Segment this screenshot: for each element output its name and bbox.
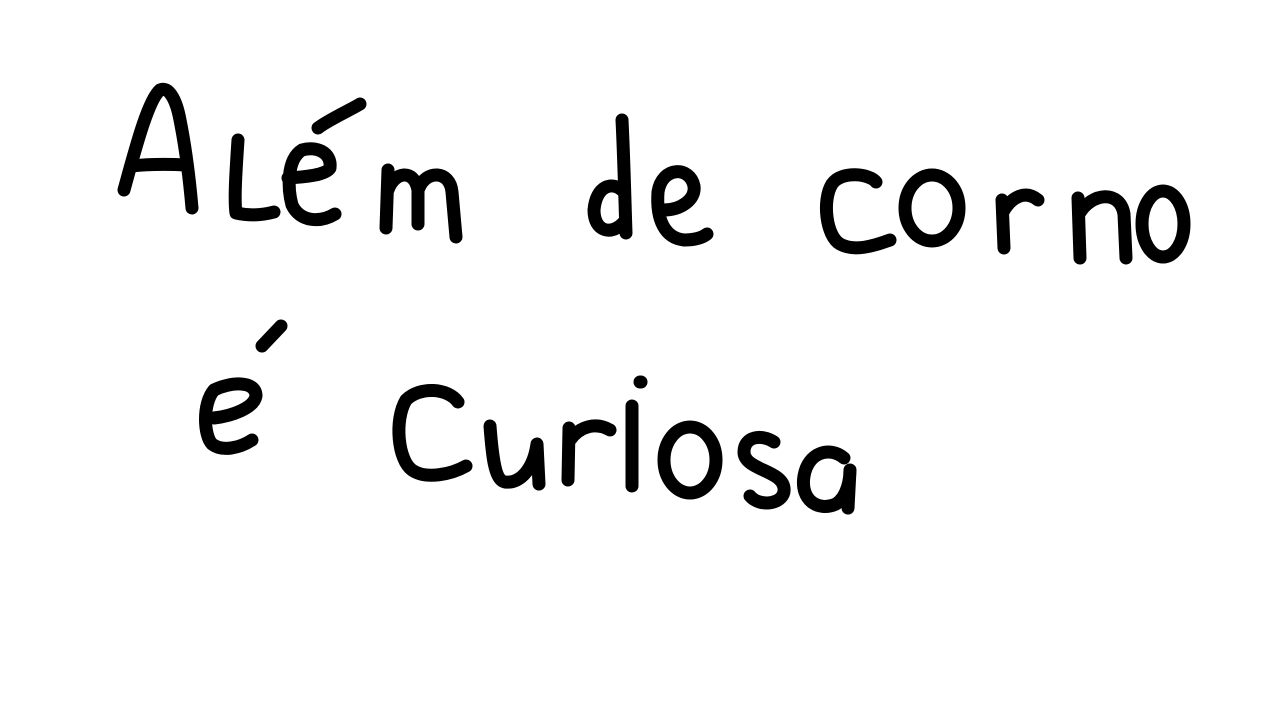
letter-n xyxy=(1078,197,1126,258)
letter-C xyxy=(399,390,466,475)
word-alem xyxy=(124,89,456,237)
letter-o-2 xyxy=(1142,191,1184,257)
letter-d xyxy=(594,120,626,233)
letter-r xyxy=(1002,195,1038,248)
letter-c xyxy=(826,175,890,248)
word-curiosa xyxy=(399,382,850,508)
letter-e-acute xyxy=(288,149,335,220)
letter-u xyxy=(490,426,539,484)
word-corno xyxy=(826,175,1184,258)
letter-o-3 xyxy=(664,427,716,493)
letter-m xyxy=(386,170,456,237)
letter-l xyxy=(235,140,274,215)
letter-o-1 xyxy=(905,175,959,241)
word-de xyxy=(594,120,707,240)
accent-acute xyxy=(318,104,360,128)
letter-A xyxy=(124,89,192,208)
letter-s xyxy=(744,437,784,503)
letter-e-acute-2 xyxy=(206,384,257,448)
letter-e xyxy=(658,172,707,240)
accent-acute-2 xyxy=(262,326,281,346)
letter-r-2 xyxy=(568,426,610,480)
letter-A-crossbar xyxy=(131,164,186,166)
word-e-accent xyxy=(206,326,282,448)
letter-a xyxy=(803,452,850,508)
